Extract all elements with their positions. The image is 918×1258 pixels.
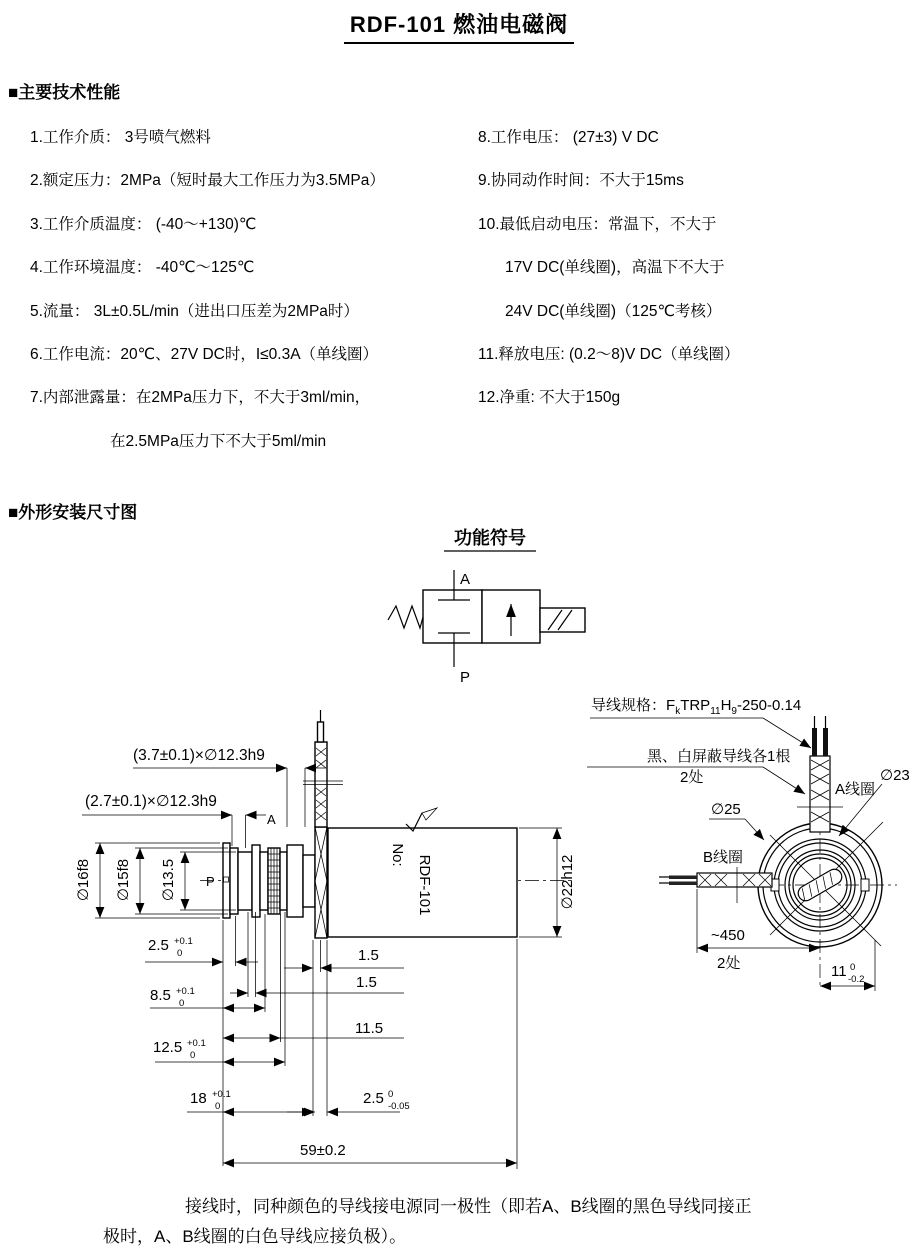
page-title-text: RDF-101 燃油电磁阀	[344, 8, 574, 44]
svg-text:∅15f8: ∅15f8	[115, 858, 132, 902]
spec-item: 10.最低启动电压：常温下，不大于	[478, 215, 717, 233]
spec-item: 12.净重: 不大于150g	[478, 389, 621, 407]
svg-text:导线规格：FkTRP11H9-250-0.14: 导线规格：$F_kTRP_{11}H_9-250-0.14$	[591, 697, 802, 717]
valve-body-outline	[223, 827, 517, 938]
function-symbol-title: 功能符号	[454, 528, 526, 548]
spec-item: 11.释放电压: (0.2～8)V DC（单线圈）	[478, 345, 740, 363]
spec-item: 5.流量： 3L±0.5L/min（进出口压差为2MPa时）	[30, 302, 359, 320]
spec-item: 8.工作电压： (27±3) V DC	[478, 129, 659, 146]
port-p-label: P	[460, 669, 471, 686]
dim-dia22	[519, 828, 576, 937]
svg-text:8.5: 8.5	[150, 987, 171, 1004]
wire-spec-label: 导线规格：	[591, 697, 667, 714]
spring-symbol	[388, 606, 423, 628]
dim-11-5	[223, 1020, 404, 1038]
svg-text:18: 18	[190, 1090, 207, 1107]
white-wire	[669, 882, 697, 886]
coil-end-view	[585, 690, 918, 992]
svg-text:+0.1: +0.1	[187, 1038, 206, 1049]
mounting-flange	[315, 827, 327, 938]
svg-text:2处: 2处	[680, 769, 704, 786]
threaded-band	[268, 848, 280, 914]
dia-25-callout	[709, 801, 764, 840]
wiring-note-line2: 极时，A、B线圈的白色导线应接负极）。	[103, 1227, 407, 1246]
valve-symbol	[388, 570, 585, 667]
spec-list-right	[478, 116, 740, 420]
svg-text:1.5: 1.5	[358, 947, 379, 964]
svg-text:2处: 2处	[717, 955, 741, 972]
dim-2-5a	[145, 936, 258, 962]
tech-heading: ■主要技术性能	[8, 83, 121, 102]
black-wire	[669, 876, 697, 880]
spec-list-left	[30, 116, 385, 463]
svg-text:黑、白屏蔽导线各1根: 黑、白屏蔽导线各1根	[647, 748, 791, 765]
spec-item: 2.额定压力：2MPa（短时最大工作压力为3.5MPa）	[30, 172, 385, 190]
solenoid-symbol	[540, 608, 585, 632]
dim-450	[697, 889, 820, 972]
spec-item: 4.工作环境温度： -40℃～125℃	[30, 259, 255, 277]
svg-text:2.5: 2.5	[363, 1090, 384, 1107]
port-a-label: A	[267, 812, 276, 827]
coil-b-cable	[659, 867, 772, 903]
spec-item: 7.内部泄露量：在2MPa压力下，不大于3ml/min，	[30, 389, 371, 407]
page-title	[0, 8, 918, 44]
dim-dia16	[75, 843, 220, 918]
body-no-label: No:	[389, 843, 406, 867]
svg-text:11.5: 11.5	[355, 1020, 384, 1037]
svg-text:0: 0	[190, 1050, 196, 1061]
svg-text:+0.1: +0.1	[176, 986, 195, 997]
main-dimension-drawing	[60, 688, 620, 1183]
shield-wire-note	[587, 747, 805, 794]
wire-spec-note	[590, 696, 811, 748]
svg-text:2.5: 2.5	[148, 937, 169, 954]
spec-item: 3.工作介质温度： (-40～+130)℃	[30, 215, 257, 233]
spec-item-continuation: 24V DC(单线圈)（125℃考核）	[505, 302, 722, 320]
svg-text:0: 0	[179, 998, 185, 1009]
svg-text:-0.2: -0.2	[848, 974, 865, 985]
dim-59	[223, 1142, 517, 1163]
wiring-note-line1: 接线时，同种颜色的导线接电源同一极性（即若A、B线圈的黑色导线同接正	[185, 1197, 752, 1216]
coil-a-label: A线圈	[835, 781, 876, 798]
cable-exit	[303, 710, 343, 827]
spec-item-continuation: 在2.5MPa压力下不大于5ml/min	[110, 432, 327, 450]
dia-23-callout	[839, 767, 910, 836]
svg-text:∅16f8: ∅16f8	[75, 858, 92, 902]
svg-text:∅22h12: ∅22h12	[559, 854, 576, 910]
svg-text:(3.7±0.1)×∅12.3h9: (3.7±0.1)×∅12.3h9	[133, 747, 265, 764]
black-wire	[812, 728, 817, 756]
svg-text:-0.05: -0.05	[388, 1101, 410, 1112]
svg-text:∅23: ∅23	[880, 767, 910, 784]
svg-text:∅13.5: ∅13.5	[160, 858, 177, 902]
coil-b-label: B线圈	[703, 849, 744, 866]
svg-text:11: 11	[831, 963, 847, 980]
svg-text:1.5: 1.5	[356, 974, 377, 991]
spec-item-continuation: 17V DC(单线圈)，高温下不大于	[505, 259, 725, 277]
svg-text:+0.1: +0.1	[174, 936, 193, 947]
body-model-label: RDF-101	[416, 854, 433, 916]
svg-text:0: 0	[388, 1089, 394, 1100]
port-p-label: P	[206, 874, 215, 889]
dim-11	[820, 940, 875, 991]
svg-text:~450: ~450	[711, 927, 745, 944]
dim-groove-a	[82, 793, 266, 848]
svg-text:0: 0	[850, 962, 856, 973]
white-wire	[823, 728, 828, 756]
port-a-label: A	[460, 571, 471, 588]
svg-text:0: 0	[215, 1101, 221, 1112]
dim-1-5a	[284, 947, 404, 968]
svg-text:(2.7±0.1)×∅12.3h9: (2.7±0.1)×∅12.3h9	[85, 793, 217, 810]
svg-text:+0.1: +0.1	[212, 1089, 231, 1100]
function-symbol-diagram	[380, 520, 640, 696]
dim-1-5b	[230, 974, 404, 993]
svg-text:∅25: ∅25	[711, 801, 741, 818]
spec-item: 9.协同动作时间：不大于15ms	[478, 172, 684, 190]
svg-text:0: 0	[177, 948, 183, 959]
dim-12-5	[153, 1038, 285, 1062]
svg-text:59±0.2: 59±0.2	[300, 1142, 346, 1159]
outline-heading: ■外形安装尺寸图	[8, 503, 138, 522]
coil-a-cable	[797, 716, 843, 832]
dim-18	[187, 1089, 313, 1112]
spec-item: 1.工作介质： 3号喷气燃料	[30, 129, 211, 146]
spec-item: 6.工作电流：20℃、27V DC时，I≤0.3A（单线圈）	[30, 345, 379, 363]
dim-2-5b	[287, 1089, 410, 1112]
svg-text:12.5: 12.5	[153, 1039, 183, 1056]
